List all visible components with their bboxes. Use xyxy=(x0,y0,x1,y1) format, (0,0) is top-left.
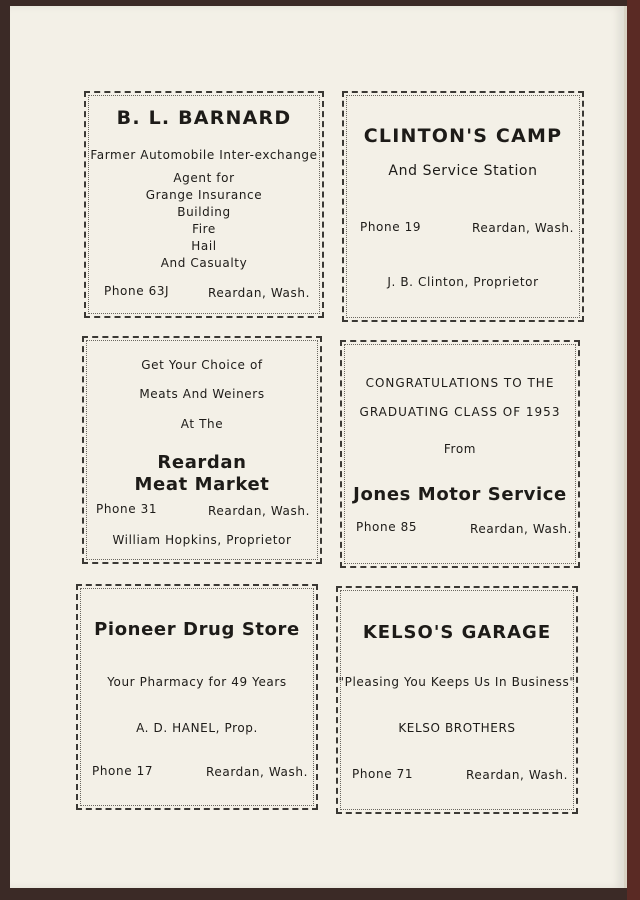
ad-meat-line1: Get Your Choice of xyxy=(141,358,263,372)
ad-meat-phone: Phone 31 xyxy=(96,502,158,516)
ad-clinton-proprietor: J. B. Clinton, Proprietor xyxy=(387,275,539,289)
ad-barnard-agent-1: Agent for xyxy=(173,171,235,185)
ad-jones-location: Reardan, Wash. xyxy=(470,522,572,536)
ad-jones-line2: GRADUATING CLASS OF 1953 xyxy=(359,405,561,419)
ad-kelso-owners: KELSO BROTHERS xyxy=(398,721,516,735)
ad-barnard-name: B. L. BARNARD xyxy=(116,107,292,129)
ad-jones-name: Jones Motor Service xyxy=(353,484,567,505)
ad-barnard-phone: Phone 63J xyxy=(104,284,170,298)
ad-jones-line1: CONGRATULATIONS TO THE xyxy=(365,376,555,390)
ad-kelso-tagline: "Pleasing You Keeps Us In Business" xyxy=(338,675,576,689)
ad-barnard-location: Reardan, Wash. xyxy=(208,286,310,300)
ad-clinton-name: CLINTON'S CAMP xyxy=(363,125,563,147)
ad-clinton xyxy=(342,91,584,322)
ad-barnard xyxy=(84,91,324,318)
ad-clinton-location: Reardan, Wash. xyxy=(472,221,574,235)
ad-meat-line3: At The xyxy=(180,417,224,431)
ad-pioneer xyxy=(76,584,318,810)
ad-kelso-phone: Phone 71 xyxy=(352,767,414,781)
ad-barnard-agent-2: Grange Insurance xyxy=(145,188,263,202)
ad-pioneer-location: Reardan, Wash. xyxy=(206,765,308,779)
ad-barnard-agent-5: Hail xyxy=(191,239,217,253)
ad-meat-proprietor: William Hopkins, Proprietor xyxy=(112,533,292,547)
ad-pioneer-proprietor: A. D. HANEL, Prop. xyxy=(136,721,258,735)
ad-pioneer-name: Pioneer Drug Store xyxy=(94,619,300,640)
ad-clinton-subtitle: And Service Station xyxy=(388,163,538,179)
ad-jones xyxy=(340,340,580,568)
ad-jones-phone: Phone 85 xyxy=(356,520,418,534)
ad-clinton-phone: Phone 19 xyxy=(360,220,422,234)
ad-kelso-location: Reardan, Wash. xyxy=(466,768,568,782)
ad-barnard-line1: Farmer Automobile Inter-exchange xyxy=(90,148,318,162)
ad-barnard-agent-6: And Casualty xyxy=(160,256,248,270)
book-cover-edge xyxy=(627,0,640,900)
ad-kelso-name: KELSO'S GARAGE xyxy=(362,622,552,643)
ad-meat-name-2: Meat Market xyxy=(134,474,270,495)
ad-barnard-agent-4: Fire xyxy=(192,222,216,236)
ad-jones-line3: From xyxy=(443,442,477,456)
ad-meat-line2: Meats And Weiners xyxy=(139,387,265,401)
ad-meat-name-1: Reardan xyxy=(157,452,247,473)
ad-kelso xyxy=(336,586,578,814)
ad-meat-location: Reardan, Wash. xyxy=(208,504,310,518)
ad-barnard-agent-3: Building xyxy=(177,205,231,219)
ad-pioneer-phone: Phone 17 xyxy=(92,764,154,778)
ad-meat-market xyxy=(82,336,322,564)
ad-pioneer-tagline: Your Pharmacy for 49 Years xyxy=(107,675,287,689)
